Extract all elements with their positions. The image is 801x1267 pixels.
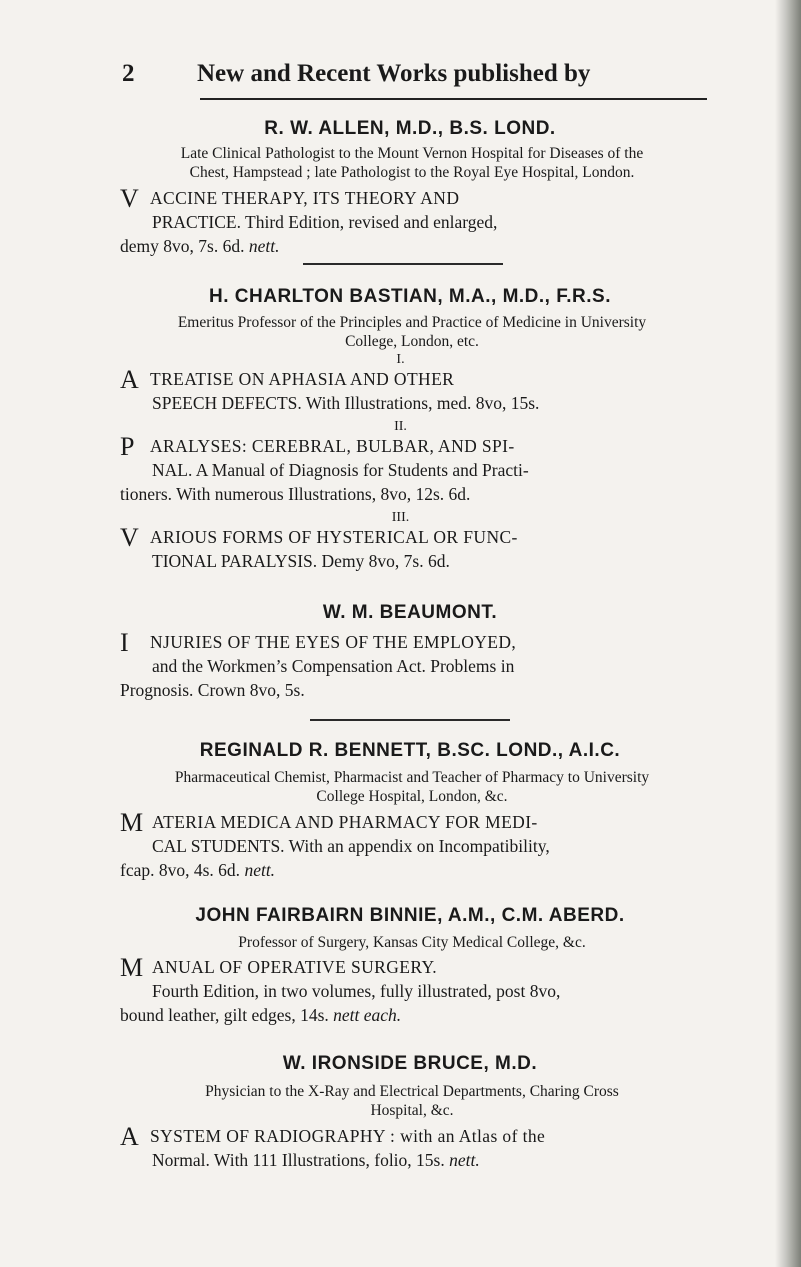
work-aphasia (120, 367, 710, 415)
work-detail-line (120, 858, 710, 882)
description-line: Emeritus Professor of the Principles and Practice of Medicine in University (177, 314, 647, 331)
work-detail-line: tioners. With numerous Illustrations, 8vo, 12s. 6d. (120, 484, 471, 504)
work-detail-line: CAL STUDENTS. With an appendix on Incompatibility, (152, 836, 550, 856)
page-header (122, 60, 722, 94)
work-title-line (120, 808, 710, 837)
author-description (120, 313, 704, 351)
description-line: Chest, Hampstead ; late Pathologist to the Royal Eye Hospital, London. (189, 164, 635, 181)
work-title-text: ARALYSES: CEREBRAL, BULBAR, AND SPI- (150, 436, 515, 456)
page-number: 2 (122, 60, 135, 87)
work-detail-line: Prognosis. Crown 8vo, 5s. (120, 680, 305, 700)
work-title-text: NJURIES OF THE EYES OF THE EMPLOYED, (150, 632, 517, 652)
work-detail-line (120, 1148, 710, 1172)
work-title-text: ANUAL OF OPERATIVE SURGERY. (152, 957, 437, 977)
work-price: Normal. With 111 Illustrations, folio, 15s. (152, 1150, 445, 1170)
author-beaumont: W. M. BEAUMONT. (322, 602, 498, 623)
description-line: Pharmaceutical Chemist, Pharmacist and Teacher of Pharmacy to University (174, 769, 650, 786)
author-bruce: W. IRONSIDE BRUCE, M.D. (282, 1053, 538, 1074)
header-rule (200, 98, 707, 100)
work-title-text: SYSTEM OF RADIOGRAPHY : with an Atlas of the (150, 1126, 546, 1146)
work-price: fcap. 8vo, 4s. 6d. (120, 860, 241, 880)
drop-cap: I (120, 628, 130, 657)
author-description (120, 768, 704, 806)
work-paralyses (120, 434, 710, 506)
work-detail-line: Fourth Edition, in two volumes, fully illustrated, post 8vo, (152, 981, 561, 1001)
work-materia-medica (120, 810, 710, 882)
nett-label: nett. (449, 1150, 480, 1170)
description-line: College Hospital, London, &c. (316, 788, 508, 805)
drop-cap: A (120, 365, 140, 394)
author-allen: R. W. ALLEN, M.D., B.S. LOND. (264, 118, 556, 139)
work-detail-line: NAL. A Manual of Diagnosis for Students and Practi- (152, 460, 529, 480)
drop-cap: A (120, 1122, 140, 1151)
page-edge-shadow (775, 0, 801, 1267)
author-description (120, 144, 704, 182)
drop-cap: V (120, 184, 140, 213)
work-title-line (120, 184, 710, 213)
author-description (120, 1082, 704, 1120)
drop-cap: V (120, 523, 140, 552)
work-detail-line (120, 234, 710, 258)
author-bennett: REGINALD R. BENNETT, B.SC. LOND., A.I.C. (199, 740, 621, 761)
work-title-line (120, 365, 710, 394)
work-title-line (120, 432, 710, 461)
work-title-text: TREATISE ON APHASIA AND OTHER (150, 369, 455, 389)
work-title-text: ACCINE THERAPY, ITS THEORY AND (150, 188, 460, 208)
author-binnie: JOHN FAIRBAIRN BINNIE, A.M., C.M. ABERD. (195, 905, 625, 926)
work-operative-surgery (120, 955, 710, 1027)
nett-label: nett. (248, 236, 280, 256)
work-title-line (120, 628, 710, 657)
work-detail-line: and the Workmen’s Compensation Act. Problems in (152, 656, 515, 676)
work-detail-line: TIONAL PARALYSIS. Demy 8vo, 7s. 6d. (152, 551, 450, 571)
work-hysterical-paralysis (120, 525, 710, 573)
description-line: Professor of Surgery, Kansas City Medical College, &c. (238, 934, 586, 951)
section-divider (310, 719, 510, 721)
description-line: Physician to the X-Ray and Electrical Departments, Charing Cross (205, 1083, 619, 1100)
work-detail-line: PRACTICE. Third Edition, revised and enlarged, (152, 212, 498, 232)
work-numeral: I. (396, 352, 405, 367)
work-title-line (120, 523, 710, 552)
author-description (120, 933, 704, 952)
work-price: demy 8vo, 7s. 6d. (120, 236, 245, 256)
description-line: Late Clinical Pathologist to the Mount Vernon Hospital for Diseases of the (180, 145, 644, 162)
work-title-line (120, 1122, 710, 1151)
work-radiography (120, 1124, 710, 1172)
work-price: bound leather, gilt edges, 14s. (120, 1005, 329, 1025)
author-bastian: H. CHARLTON BASTIAN, M.A., M.D., F.R.S. (209, 286, 611, 307)
work-title-text: ARIOUS FORMS OF HYSTERICAL OR FUNC- (150, 527, 518, 547)
drop-cap: M (120, 953, 144, 982)
description-line: College, London, etc. (345, 333, 479, 350)
nett-label: nett each. (333, 1005, 402, 1025)
work-detail-line (120, 1003, 710, 1027)
nett-label: nett. (244, 860, 276, 880)
work-vaccine-therapy (120, 186, 710, 258)
work-title-text: ATERIA MEDICA AND PHARMACY FOR MEDI- (152, 812, 538, 832)
header-title: New and Recent Works published by (197, 60, 591, 87)
work-numeral: II. (394, 419, 407, 434)
work-injuries-of-eyes (120, 630, 710, 702)
drop-cap: M (120, 808, 144, 837)
work-detail-line: SPEECH DEFECTS. With Illustrations, med. 8vo, 15s. (152, 393, 540, 413)
description-line: Hospital, &c. (370, 1102, 454, 1119)
work-numeral: III. (391, 510, 410, 525)
drop-cap: P (120, 432, 135, 461)
work-title-line (120, 953, 710, 982)
section-divider (303, 263, 503, 265)
